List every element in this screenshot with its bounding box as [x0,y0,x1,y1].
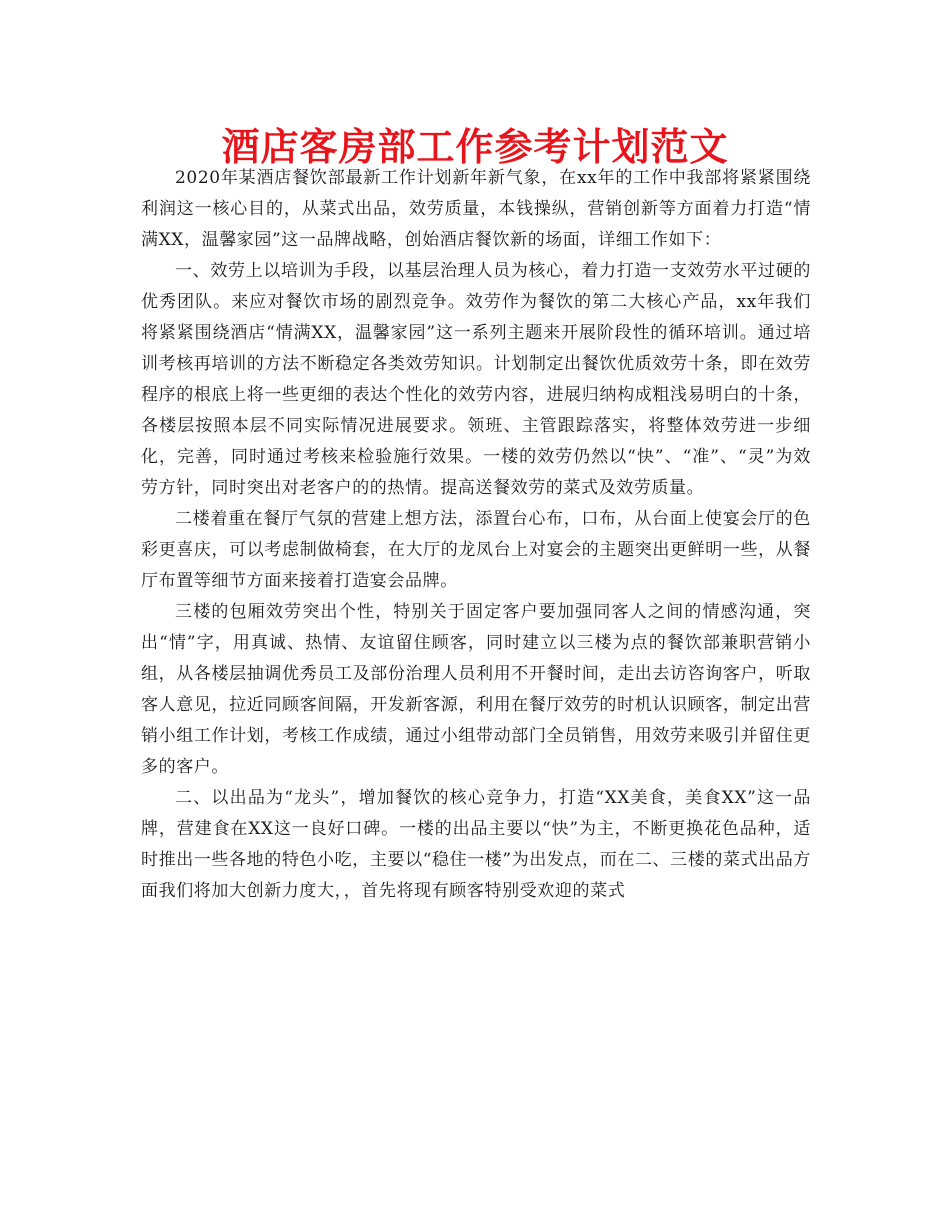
document-title: 酒店客房部工作参考计划范文 [221,125,729,169]
document-body [141,163,811,907]
paragraph-service: 一、效劳上以培训为手段，以基层治理人员为核心，着力打造一支效劳水平过硬的优秀团队。来应对餐饮市场的剧烈竞争。效劳作为餐饮的第二大核心产品，xx年我们将紧紧围绕酒店“情满XX，温馨家园”这一系列主题来开展阶段性的循环培训。通过培训考核再培训的方法不断稳定各类效劳知识。计划制定出餐饮优质效劳十条，即在效劳程序的根底上将一些更细的表达个性化的效劳内容，进展归纳构成粗浅易明白的十条，各楼层按照本层不同实际情况进展要求。领班、主管跟踪落实，将整体效劳进一步细化，完善，同时通过考核来检验施行效果。一楼的效劳仍然以“快”、“准”、“灵”为效劳方针，同时突出对老客户的的热情。提高送餐效劳的菜式及效劳质量。 [141,261,811,498]
paragraph-intro: 2020年某酒店餐饮部最新工作计划新年新气象，在xx年的工作中我部将紧紧围绕利润这一核心目的，从菜式出品，效劳质量，本钱操纵，营销创新等方面着力打造“情满XX，温馨家园”这一品牌战略，创始酒店餐饮新的场面，详细工作如下： [141,168,811,250]
paragraph-second-floor: 二楼着重在餐厅气氛的营建上想方法，添置台心布，口布，从台面上使宴会厅的色彩更喜庆，可以考虑制做椅套，在大厅的龙凤台上对宴会的主题突出更鲜明一些，从餐厅布置等细节方面来接着打造宴会品牌。 [141,509,811,591]
paragraph-third-floor: 三楼的包厢效劳突出个性，特别关于固定客户要加强同客人之间的情感沟通，突出“情”字，用真诚、热情、友谊留住顾客，同时建立以三楼为点的餐饮部兼职营销小组，从各楼层抽调优秀员工及部份治理人员利用不开餐时间，走出去访咨询客户，听取客人意见，拉近同顾客间隔，开发新客源，利用在餐厅效劳的时机认识顾客，制定出营销小组工作计划，考核工作成绩，通过小组带动部门全员销售，用效劳来吸引并留住更多的客户。 [141,602,811,777]
paragraph-cuisine: 二、以出品为“龙头”，增加餐饮的核心竞争力，打造“XX美食，美食XX”这一品牌，营建食在XX这一良好口碑。一楼的出品主要以“快”为主，不断更换花色品种，适时推出一些各地的特色小吃，主要以“稳住一楼”为出发点，而在二、三楼的菜式出品方面我们将加大创新力度大，，首先将现有顾客特别受欢迎的菜式 [141,788,811,901]
